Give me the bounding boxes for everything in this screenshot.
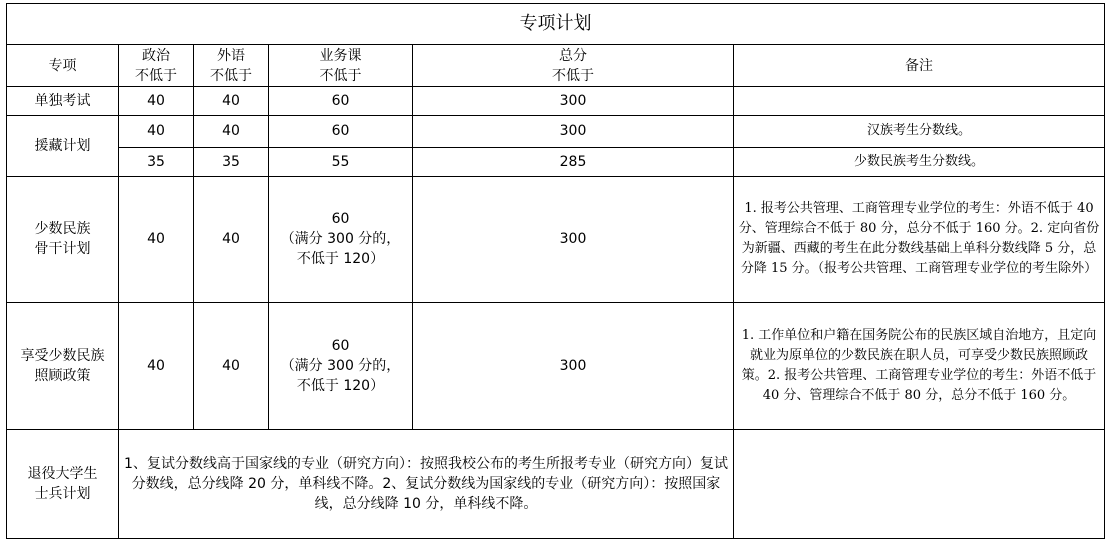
politics-score: 40 (119, 303, 194, 429)
total-score: 300 (413, 176, 734, 302)
total-score: 300 (413, 303, 734, 429)
table-row (7, 429, 1105, 538)
remark-cell: 1. 报考公共管理、工商管理专业学位的考生：外语不低于 40 分、管理综合不低于 80 分，总分不低于 160 分。2. 定向省份为新疆、西藏的考生在此分数线基础上单科分数线降 5 分，总分降 15 分。（报考公共管理、工商管理专业学位的考生除外） (734, 176, 1105, 302)
remark-cell (734, 87, 1105, 116)
major-score: 60 （满分 300 分的， 不低于 120） (269, 303, 413, 429)
politics-score: 40 (119, 87, 194, 116)
politics-score: 35 (119, 147, 194, 176)
header-remarks: 备注 (734, 45, 1105, 87)
header-total: 总分 不低于 (413, 45, 734, 87)
total-score: 300 (413, 87, 734, 116)
politics-score: 40 (119, 116, 194, 147)
major-score: 60 （满分 300 分的， 不低于 120） (269, 176, 413, 302)
veterans-detail: 1、复试分数线高于国家线的专业（研究方向）：按照我校公布的考生所报考专业（研究方向）复试分数线，总分线降 20 分，单科线不降。2、复试分数线为国家线的专业（研究方向）：按照国家线，总分线降 10 分，单科线不降。 (119, 429, 734, 538)
table-row (7, 147, 1105, 176)
foreign-score: 40 (194, 87, 269, 116)
row-name: 退役大学生 士兵计划 (7, 429, 119, 538)
major-score: 60 (269, 116, 413, 147)
foreign-score: 35 (194, 147, 269, 176)
remark-cell: 1. 工作单位和户籍在国务院公布的民族区域自治地方，且定向就业为原单位的少数民族在职人员，可享受少数民族照顾政策。2. 报考公共管理、工商管理专业学位的考生：外语不低于 40 分、管理综合不低于 80 分，总分不低于 160 分。 (734, 303, 1105, 429)
special-plan-table (6, 3, 1105, 539)
header-foreign: 外语 不低于 (194, 45, 269, 87)
politics-score: 40 (119, 176, 194, 302)
header-politics: 政治 不低于 (119, 45, 194, 87)
header-row (7, 45, 1105, 87)
table-row (7, 87, 1105, 116)
total-score: 300 (413, 116, 734, 147)
total-score: 285 (413, 147, 734, 176)
header-major: 业务课 不低于 (269, 45, 413, 87)
foreign-score: 40 (194, 116, 269, 147)
table-title: 专项计划 (7, 4, 1105, 45)
foreign-score: 40 (194, 176, 269, 302)
header-special: 专项 (7, 45, 119, 87)
table-row (7, 176, 1105, 302)
table-row (7, 303, 1105, 429)
row-name: 援藏计划 (7, 116, 119, 176)
major-score: 55 (269, 147, 413, 176)
remark-cell: 少数民族考生分数线。 (734, 147, 1105, 176)
foreign-score: 40 (194, 303, 269, 429)
table-row (7, 116, 1105, 147)
row-name: 少数民族 骨干计划 (7, 176, 119, 302)
major-score: 60 (269, 87, 413, 116)
row-name: 享受少数民族 照顾政策 (7, 303, 119, 429)
remark-cell (734, 429, 1105, 538)
remark-cell: 汉族考生分数线。 (734, 116, 1105, 147)
row-name: 单独考试 (7, 87, 119, 116)
